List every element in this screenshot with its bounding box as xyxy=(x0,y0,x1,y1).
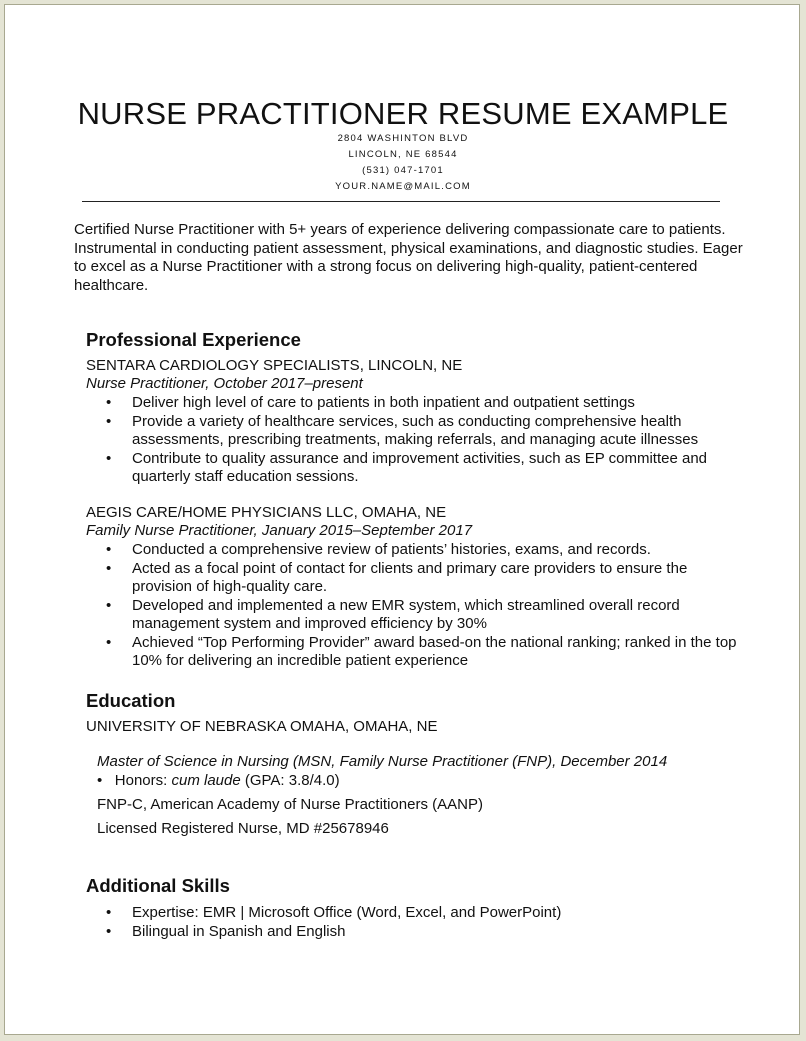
contact-phone: (531) 047-1701 xyxy=(362,165,444,176)
bullet-icon: • xyxy=(106,922,112,940)
honors-gpa: (GPA: 3.8/4.0) xyxy=(240,772,340,789)
education-heading: Education xyxy=(86,690,176,711)
certification-2: Licensed Registered Nurse, MD #25678946 xyxy=(97,820,389,837)
header-divider xyxy=(82,201,720,202)
bullet-text: Conducted a comprehensive review of patients’ histories, exams, and records. xyxy=(132,541,651,558)
certification-1: FNP-C, American Academy of Nurse Practitioners (AANP) xyxy=(97,796,483,813)
list-item xyxy=(106,413,746,450)
bullet-icon: • xyxy=(106,412,112,430)
bullet-icon: • xyxy=(97,772,103,789)
bullet-text: Provide a variety of healthcare services, such as conducting comprehensive health assessments, prescribing treatments, making referrals, and managing acute illnesses xyxy=(132,412,699,448)
job-2-bullets xyxy=(106,541,746,671)
summary-paragraph: Certified Nurse Practitioner with 5+ years of experience delivering compassionate care to patients. Instrumental in conducting patient assessment, physical examinations, and diagnostic studies. Eager to excel as a Nurse Practitioner with a strong focus on delivering high-quality, patient-centered healthcare. xyxy=(74,221,743,294)
job-1-bullets xyxy=(106,394,746,487)
bullet-text: Developed and implemented a new EMR system, which streamlined overall record management system and improved efficiency by 30% xyxy=(132,596,680,632)
bullet-icon: • xyxy=(106,559,112,577)
role-2: Family Nurse Practitioner, January 2015–September 2017 xyxy=(86,522,473,539)
honors-label: Honors: xyxy=(114,772,172,789)
list-item xyxy=(106,560,746,597)
skills-bullets xyxy=(106,904,746,941)
contact-city: LINCOLN, NE 68544 xyxy=(348,149,458,160)
degree-line: Master of Science in Nursing (MSN, Family Nurse Practitioner (FNP), December 2014 xyxy=(97,753,668,770)
skills-heading: Additional Skills xyxy=(86,875,230,896)
list-item xyxy=(106,394,746,413)
role-1: Nurse Practitioner, October 2017–present xyxy=(86,375,363,392)
school-name: UNIVERSITY OF NEBRASKA OMAHA, OMAHA, NE xyxy=(86,718,438,735)
list-item xyxy=(106,597,746,634)
honors-line xyxy=(97,772,340,791)
bullet-icon: • xyxy=(106,541,112,558)
bullet-icon: • xyxy=(106,394,112,411)
list-item xyxy=(106,923,746,942)
list-item xyxy=(106,904,746,923)
list-item xyxy=(106,541,746,560)
bullet-text: Achieved “Top Performing Provider” award based-on the national ranking; ranked in the top 10% for delivering an incredible patient experience xyxy=(132,633,737,669)
bullet-text: Deliver high level of care to patients in both inpatient and outpatient settings xyxy=(132,394,635,411)
bullet-icon: • xyxy=(106,596,112,614)
contact-address: 2804 WASHINTON BLVD xyxy=(337,133,469,144)
employer-1: SENTARA CARDIOLOGY SPECIALISTS, LINCOLN, NE xyxy=(86,357,463,374)
bullet-text: Contribute to quality assurance and improvement activities, such as EP committee and quarterly staff education sessions. xyxy=(132,449,708,485)
bullet-icon: • xyxy=(106,904,112,921)
bullet-text: Bilingual in Spanish and English xyxy=(132,922,346,940)
experience-heading: Professional Experience xyxy=(86,329,301,350)
honors-value: cum laude xyxy=(171,772,241,789)
resume-title: NURSE PRACTITIONER RESUME EXAMPLE xyxy=(77,96,729,131)
list-item xyxy=(106,634,746,671)
bullet-text: Expertise: EMR | Microsoft Office (Word, Excel, and PowerPoint) xyxy=(132,904,562,921)
bullet-icon: • xyxy=(106,449,112,467)
bullet-text: Acted as a focal point of contact for clients and primary care providers to ensure the provision of high-quality care. xyxy=(132,559,688,595)
employer-2: AEGIS CARE/HOME PHYSICIANS LLC, OMAHA, NE xyxy=(86,504,447,521)
list-item xyxy=(106,450,746,487)
bullet-icon: • xyxy=(106,633,112,651)
contact-email: YOUR.NAME@MAIL.COM xyxy=(335,181,471,192)
